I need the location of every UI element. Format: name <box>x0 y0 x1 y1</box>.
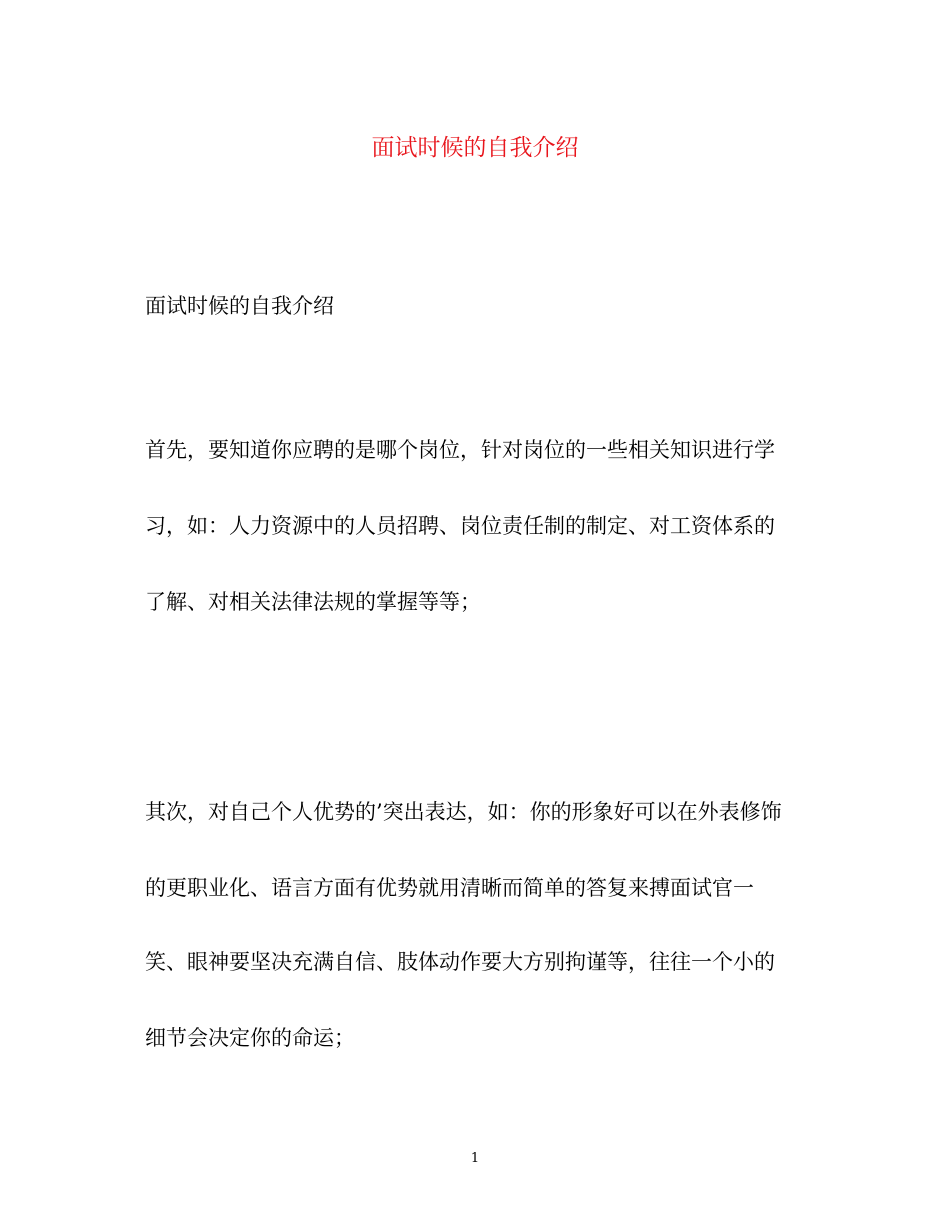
paragraph-1-line-2: 习，如：人力资源中的人员招聘、岗位责任制的制定、对工资体系的 <box>145 514 775 538</box>
document-title: 面试时候的自我介绍 <box>371 135 579 161</box>
paragraph-2-line-2: 的更职业化、语言方面有优势就用清晰而简单的答复来搏面试官一 <box>145 876 754 900</box>
paragraph-2-line-3: 笑、眼神要坚决充满自信、肢体动作要大方别拘谨等，往往一个小的 <box>145 950 775 974</box>
page-number: 1 <box>470 1151 480 1166</box>
paragraph-2-line-4: 细节会决定你的命运； <box>145 1026 355 1050</box>
section-heading: 面试时候的自我介绍 <box>145 294 334 318</box>
paragraph-1-line-1: 首先，要知道你应聘的是哪个岗位，针对岗位的一些相关知识进行学 <box>145 438 775 462</box>
paragraph-2-line-1: 其次，对自己个人优势的’突出表达，如：你的形象好可以在外表修饰 <box>145 800 782 824</box>
paragraph-1-line-3: 了解、对相关法律法规的掌握等等； <box>145 590 481 614</box>
